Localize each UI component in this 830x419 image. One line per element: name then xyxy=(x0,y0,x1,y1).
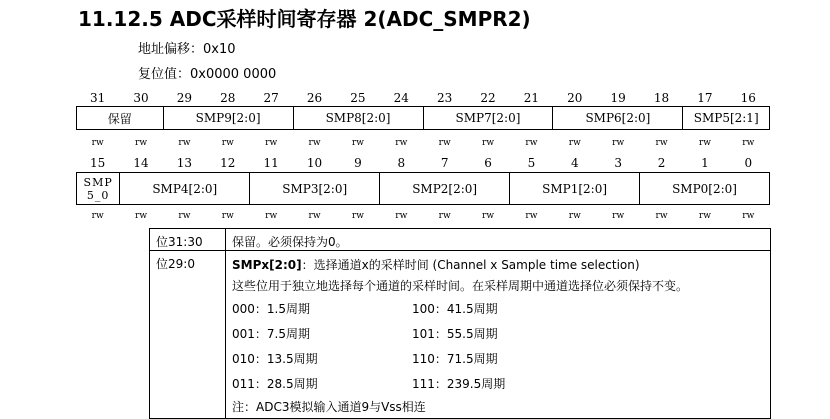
bit-number: 29 xyxy=(176,91,193,105)
access-label: rw xyxy=(698,211,711,221)
section-title: 11.12.5 ADC采样时间寄存器 2(ADC_SMPR2) xyxy=(78,7,531,31)
reset-value: 复位值：0x0000 0000 xyxy=(138,67,277,82)
access-label: rw xyxy=(482,138,495,148)
bit-number: 6 xyxy=(484,156,492,170)
bit-number: 10 xyxy=(306,156,323,170)
desc-bits-29-0: 位29:0 xyxy=(150,251,226,419)
smp9-field: SMP9[2:0] xyxy=(163,107,293,130)
access-label: rw xyxy=(265,211,278,221)
bit-number: 0 xyxy=(744,156,753,170)
bit-number: 1 xyxy=(701,156,709,170)
bit-number: 9 xyxy=(354,156,362,170)
access-label: rw xyxy=(568,211,581,221)
bit-number: 27 xyxy=(263,91,279,105)
smp5-high-field: SMP5[2:1] xyxy=(683,107,770,130)
reserved-field: 保留 xyxy=(77,107,164,130)
code-000: 000：1.5周期 xyxy=(232,302,310,316)
smp8-field: SMP8[2:0] xyxy=(293,107,423,130)
access-label: rw xyxy=(568,138,581,148)
upper-access-row xyxy=(76,137,770,151)
smp7-field: SMP7[2:0] xyxy=(423,107,553,130)
access-label: rw xyxy=(395,211,408,221)
access-label: rw xyxy=(438,138,451,148)
access-label: rw xyxy=(221,211,234,221)
smp3-field: SMP3[2:0] xyxy=(250,173,380,205)
access-label: rw xyxy=(395,138,408,148)
bit-number: 17 xyxy=(697,91,713,105)
access-label: rw xyxy=(655,138,668,148)
smp1-field: SMP1[2:0] xyxy=(510,173,640,205)
smp5-low-line1: SMP xyxy=(83,175,113,189)
access-label: rw xyxy=(655,211,668,221)
code-001: 001：7.5周期 xyxy=(232,327,310,341)
smp5-low-line2: 5_0 xyxy=(86,188,110,202)
sample-time-codes xyxy=(232,297,764,397)
access-label: rw xyxy=(308,211,321,221)
access-label: rw xyxy=(742,138,755,148)
desc-bits-31-30: 位31:30 xyxy=(150,229,226,251)
access-label: rw xyxy=(742,211,755,221)
bit-number: 7 xyxy=(440,156,449,170)
bit-number: 8 xyxy=(397,156,406,170)
bit-number: 11 xyxy=(263,156,279,170)
code-010: 010：13.5周期 xyxy=(232,352,318,366)
bit-number: 28 xyxy=(220,91,236,105)
access-label: rw xyxy=(525,138,538,148)
desc-reserved-text: 保留。必须保持为0。 xyxy=(226,229,771,251)
bit-number: 4 xyxy=(570,156,579,170)
bit-number: 3 xyxy=(614,156,622,170)
code-101: 101：55.5周期 xyxy=(412,327,498,341)
access-label: rw xyxy=(525,211,538,221)
bit-number: 24 xyxy=(393,91,409,105)
smp0-field: SMP0[2:0] xyxy=(640,173,770,205)
smpx-body: 这些位用于独立地选择每个通道的采样时间。在采样周期中通道选择位必须保持不变。 xyxy=(232,279,689,293)
bit-number: 30 xyxy=(133,91,149,105)
code-011: 011：28.5周期 xyxy=(232,377,318,391)
bit-number: 26 xyxy=(306,91,323,105)
access-label: rw xyxy=(91,211,104,221)
adc3-note: 注：ADC3模拟输入通道9与Vss相连 xyxy=(232,400,426,414)
smp2-field: SMP2[2:0] xyxy=(380,173,510,205)
bit-number: 15 xyxy=(90,156,106,170)
smp4-field: SMP4[2:0] xyxy=(120,173,250,205)
bit-number: 5 xyxy=(527,156,536,170)
access-label: rw xyxy=(135,138,148,148)
code-110: 110：71.5周期 xyxy=(412,352,498,366)
bit-number: 21 xyxy=(523,91,540,105)
lower-bit-numbers xyxy=(76,156,770,170)
lower-register-row xyxy=(76,172,770,205)
access-label: rw xyxy=(351,211,364,221)
bit-number: 22 xyxy=(480,91,496,105)
bit-number: 31 xyxy=(90,91,106,105)
address-offset: 地址偏移：0x10 xyxy=(138,42,236,57)
access-label: rw xyxy=(91,138,104,148)
smp5-low-field xyxy=(77,173,120,205)
bit-number: 16 xyxy=(740,91,756,105)
access-label: rw xyxy=(308,138,321,148)
bit-number: 20 xyxy=(567,91,583,105)
bit-number: 2 xyxy=(657,156,666,170)
access-label: rw xyxy=(612,138,625,148)
bit-number: 18 xyxy=(653,91,670,105)
access-label: rw xyxy=(438,211,451,221)
bit-number: 12 xyxy=(220,156,236,170)
access-label: rw xyxy=(482,211,495,221)
upper-register-row xyxy=(76,106,770,130)
smpx-title: ：选择通道x的采样时间 (Channel x Sample time selection) xyxy=(301,258,640,272)
smpx-field-name: SMPx[2:0] xyxy=(232,258,302,272)
access-label: rw xyxy=(221,138,234,148)
bit-number: 13 xyxy=(176,156,193,170)
access-label: rw xyxy=(178,211,191,221)
lower-access-row xyxy=(76,210,770,224)
smp6-field: SMP6[2:0] xyxy=(553,107,683,130)
access-label: rw xyxy=(178,138,191,148)
bit-description-table xyxy=(149,228,771,419)
bit-number: 25 xyxy=(350,91,366,105)
desc-smpx-cell xyxy=(226,251,771,419)
bit-number: 14 xyxy=(133,156,149,170)
upper-bit-numbers xyxy=(76,91,770,105)
access-label: rw xyxy=(135,211,148,221)
access-label: rw xyxy=(265,138,278,148)
code-111: 111：239.5周期 xyxy=(412,377,506,391)
bit-number: 23 xyxy=(437,91,453,105)
code-100: 100：41.5周期 xyxy=(412,302,498,316)
access-label: rw xyxy=(351,138,364,148)
access-label: rw xyxy=(612,211,625,221)
access-label: rw xyxy=(698,138,711,148)
bit-number: 19 xyxy=(610,91,626,105)
